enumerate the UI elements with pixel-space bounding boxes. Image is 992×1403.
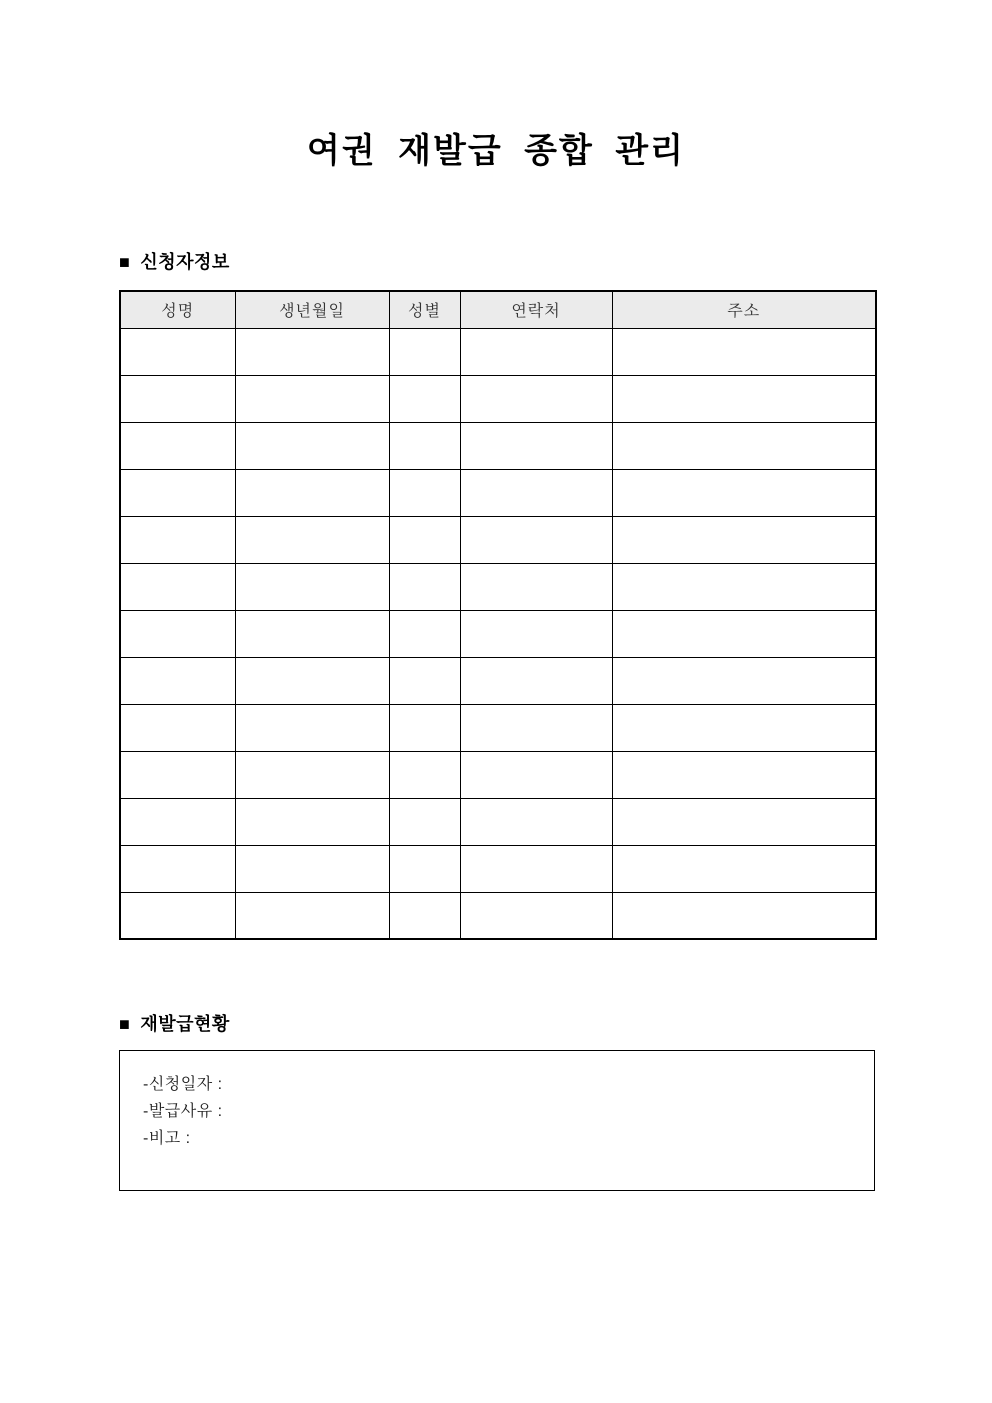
table-cell (235, 798, 389, 845)
applicant-section-title: 신청자정보 (140, 252, 230, 272)
table-cell (120, 751, 235, 798)
table-cell (120, 657, 235, 704)
page-title: 여권 재발급 종합 관리 (307, 132, 685, 170)
table-cell (120, 563, 235, 610)
table-cell (612, 798, 876, 845)
applicant-section (119, 252, 875, 940)
table-cell (460, 657, 612, 704)
remarks-label: -비고 : (143, 1130, 191, 1147)
table-cell (389, 892, 460, 939)
table-cell (460, 798, 612, 845)
applicant-section-header (119, 252, 875, 272)
reissue-section-title: 재발급현황 (140, 1014, 230, 1034)
issue-reason-label: -발급사유 : (143, 1103, 223, 1120)
table-cell (460, 892, 612, 939)
table-cell (235, 704, 389, 751)
column-header-contact: 연락처 (460, 291, 612, 328)
square-bullet-icon: ■ (119, 252, 131, 272)
table-cell (389, 610, 460, 657)
content-area (119, 252, 875, 1191)
table-cell (389, 469, 460, 516)
column-header-address: 주소 (612, 291, 876, 328)
table-cell (120, 328, 235, 375)
table-cell (389, 375, 460, 422)
table-cell (612, 845, 876, 892)
table-row (120, 328, 876, 375)
table-cell (612, 892, 876, 939)
table-row (120, 704, 876, 751)
table-row (120, 610, 876, 657)
column-header-name: 성명 (120, 291, 235, 328)
table-cell (389, 516, 460, 563)
table-cell (235, 328, 389, 375)
application-date-label: -신청일자 : (143, 1076, 223, 1093)
table-cell (612, 610, 876, 657)
table-cell (389, 657, 460, 704)
table-cell (460, 375, 612, 422)
applicant-table (119, 290, 877, 940)
table-cell (612, 375, 876, 422)
table-cell (612, 328, 876, 375)
table-row (120, 798, 876, 845)
table-cell (235, 657, 389, 704)
table-cell (460, 328, 612, 375)
column-header-gender: 성별 (389, 291, 460, 328)
table-cell (389, 328, 460, 375)
table-cell (460, 751, 612, 798)
table-cell (612, 469, 876, 516)
table-cell (235, 751, 389, 798)
table-cell (460, 704, 612, 751)
table-row (120, 516, 876, 563)
table-cell (389, 798, 460, 845)
table-cell (235, 375, 389, 422)
table-cell (460, 845, 612, 892)
table-cell (120, 516, 235, 563)
table-cell (235, 892, 389, 939)
table-row (120, 892, 876, 939)
table-cell (389, 704, 460, 751)
applicant-table-body (120, 328, 876, 939)
table-row (120, 751, 876, 798)
reissue-section (119, 1014, 875, 1191)
table-cell (389, 563, 460, 610)
table-cell (235, 469, 389, 516)
table-cell (235, 563, 389, 610)
table-cell (120, 845, 235, 892)
reissue-section-header (119, 1014, 875, 1034)
table-cell (120, 610, 235, 657)
table-cell (235, 845, 389, 892)
table-cell (389, 751, 460, 798)
table-cell (389, 845, 460, 892)
table-row (120, 469, 876, 516)
table-cell (612, 657, 876, 704)
table-cell (612, 563, 876, 610)
table-cell (612, 751, 876, 798)
table-cell (460, 563, 612, 610)
table-row (120, 422, 876, 469)
table-cell (235, 422, 389, 469)
table-cell (120, 469, 235, 516)
table-cell (612, 516, 876, 563)
table-cell (460, 610, 612, 657)
table-row (120, 845, 876, 892)
table-cell (460, 516, 612, 563)
reissue-status-box (119, 1050, 875, 1191)
column-header-birthdate: 생년월일 (235, 291, 389, 328)
table-cell (235, 516, 389, 563)
table-cell (612, 704, 876, 751)
table-row (120, 375, 876, 422)
table-row (120, 563, 876, 610)
table-cell (120, 422, 235, 469)
table-cell (120, 798, 235, 845)
table-cell (235, 610, 389, 657)
table-cell (120, 704, 235, 751)
table-cell (460, 422, 612, 469)
table-header-row (120, 291, 876, 328)
table-row (120, 657, 876, 704)
table-cell (120, 375, 235, 422)
table-cell (612, 422, 876, 469)
table-cell (460, 469, 612, 516)
table-cell (389, 422, 460, 469)
table-cell (120, 892, 235, 939)
square-bullet-icon: ■ (119, 1014, 131, 1034)
